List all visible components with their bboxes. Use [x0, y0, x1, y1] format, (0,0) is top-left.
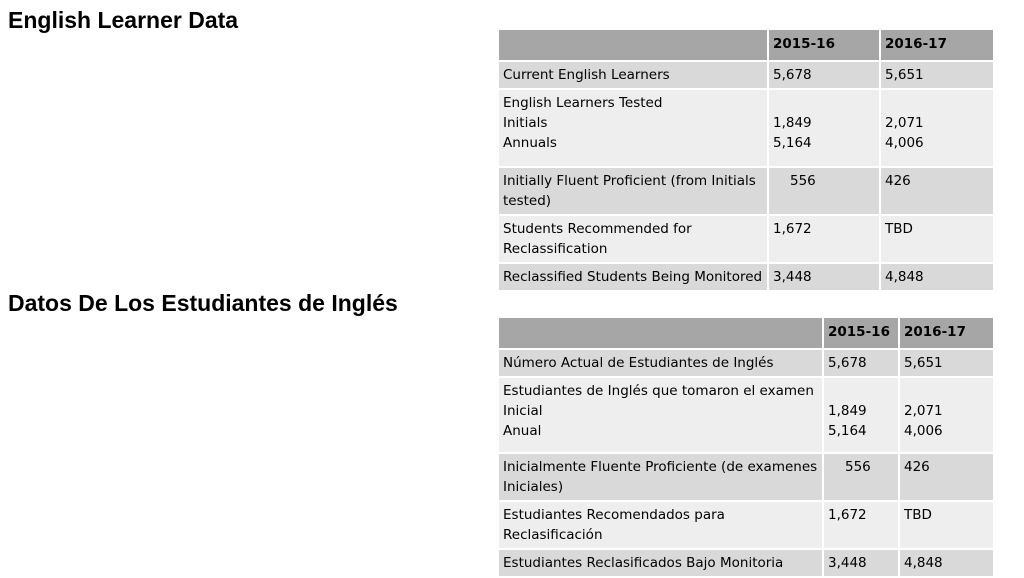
header-cell-label	[498, 317, 823, 349]
table-header-row	[498, 317, 994, 349]
value-line: 1,849	[828, 403, 867, 419]
header-cell-2015-16: 2015-16	[768, 29, 880, 61]
value-2016-17: 426	[880, 167, 994, 215]
header-cell-2015-16: 2015-16	[823, 317, 899, 349]
page-title-spanish: Datos De Los Estudiantes de Inglés	[8, 290, 398, 316]
row-label-line: Anual	[503, 423, 542, 439]
row-label-line: Initials	[503, 115, 548, 131]
value-2016-17: 426	[899, 453, 994, 501]
row-label: Inicialmente Fluente Proficiente (de examenes Iniciales)	[498, 453, 823, 501]
table-row	[498, 89, 994, 167]
page-title-english: English Learner Data	[8, 7, 239, 33]
value-2015-16: 1,672	[768, 215, 880, 263]
value-2016-17: TBD	[880, 215, 994, 263]
value-line: 4,006	[904, 423, 943, 439]
value-2015-16	[768, 89, 880, 167]
value-2015-16: 1,672	[823, 501, 899, 549]
row-label: Students Recommended for Reclassification	[498, 215, 768, 263]
value-line: 4,006	[885, 135, 924, 151]
value-2016-17	[899, 377, 994, 453]
value-2015-16: 3,448	[823, 549, 899, 577]
table-row	[498, 377, 994, 453]
value-2016-17	[880, 89, 994, 167]
row-label: Estudiantes Recomendados para Reclasificación	[498, 501, 823, 549]
table-row	[498, 501, 994, 549]
table-row	[498, 549, 994, 577]
table-row	[498, 215, 994, 263]
english-learner-table	[497, 28, 995, 292]
header-cell-2016-17: 2016-17	[899, 317, 994, 349]
row-label-line: English Learners Tested	[503, 95, 663, 111]
value-line: 5,164	[773, 135, 812, 151]
table-row	[498, 453, 994, 501]
value-2016-17: 5,651	[880, 61, 994, 89]
table-row	[498, 167, 994, 215]
value-line: 5,164	[828, 423, 867, 439]
row-label-line: Annuals	[503, 135, 557, 151]
value-2015-16: 5,678	[823, 349, 899, 377]
table-row	[498, 263, 994, 291]
row-label-line: Inicial	[503, 403, 543, 419]
value-2016-17: 4,848	[899, 549, 994, 577]
row-label: Initially Fluent Proficient (from Initials tested)	[498, 167, 768, 215]
value-line: 2,071	[904, 403, 943, 419]
value-2015-16: 3,448	[768, 263, 880, 291]
value-2016-17: TBD	[899, 501, 994, 549]
table-row	[498, 61, 994, 89]
value-line: 1,849	[773, 115, 812, 131]
row-label-line: Estudiantes de Inglés que tomaron el examen	[503, 383, 814, 399]
table-row	[498, 349, 994, 377]
row-label: Número Actual de Estudiantes de Inglés	[498, 349, 823, 377]
header-cell-label	[498, 29, 768, 61]
header-cell-2016-17: 2016-17	[880, 29, 994, 61]
row-label: Estudiantes Reclasificados Bajo Monitoria	[498, 549, 823, 577]
value-2015-16	[768, 167, 880, 215]
row-label: Reclassified Students Being Monitored	[498, 263, 768, 291]
value-line: 2,071	[885, 115, 924, 131]
value-2015-16: 5,678	[768, 61, 880, 89]
row-label	[498, 377, 823, 453]
value-2015-16	[823, 453, 899, 501]
row-label: Current English Learners	[498, 61, 768, 89]
value-2016-17: 5,651	[899, 349, 994, 377]
value-text: 556	[790, 173, 816, 189]
value-2015-16	[823, 377, 899, 453]
spanish-learner-table	[497, 316, 995, 578]
row-label	[498, 89, 768, 167]
value-text: 556	[845, 459, 871, 475]
table-header-row	[498, 29, 994, 61]
value-2016-17: 4,848	[880, 263, 994, 291]
